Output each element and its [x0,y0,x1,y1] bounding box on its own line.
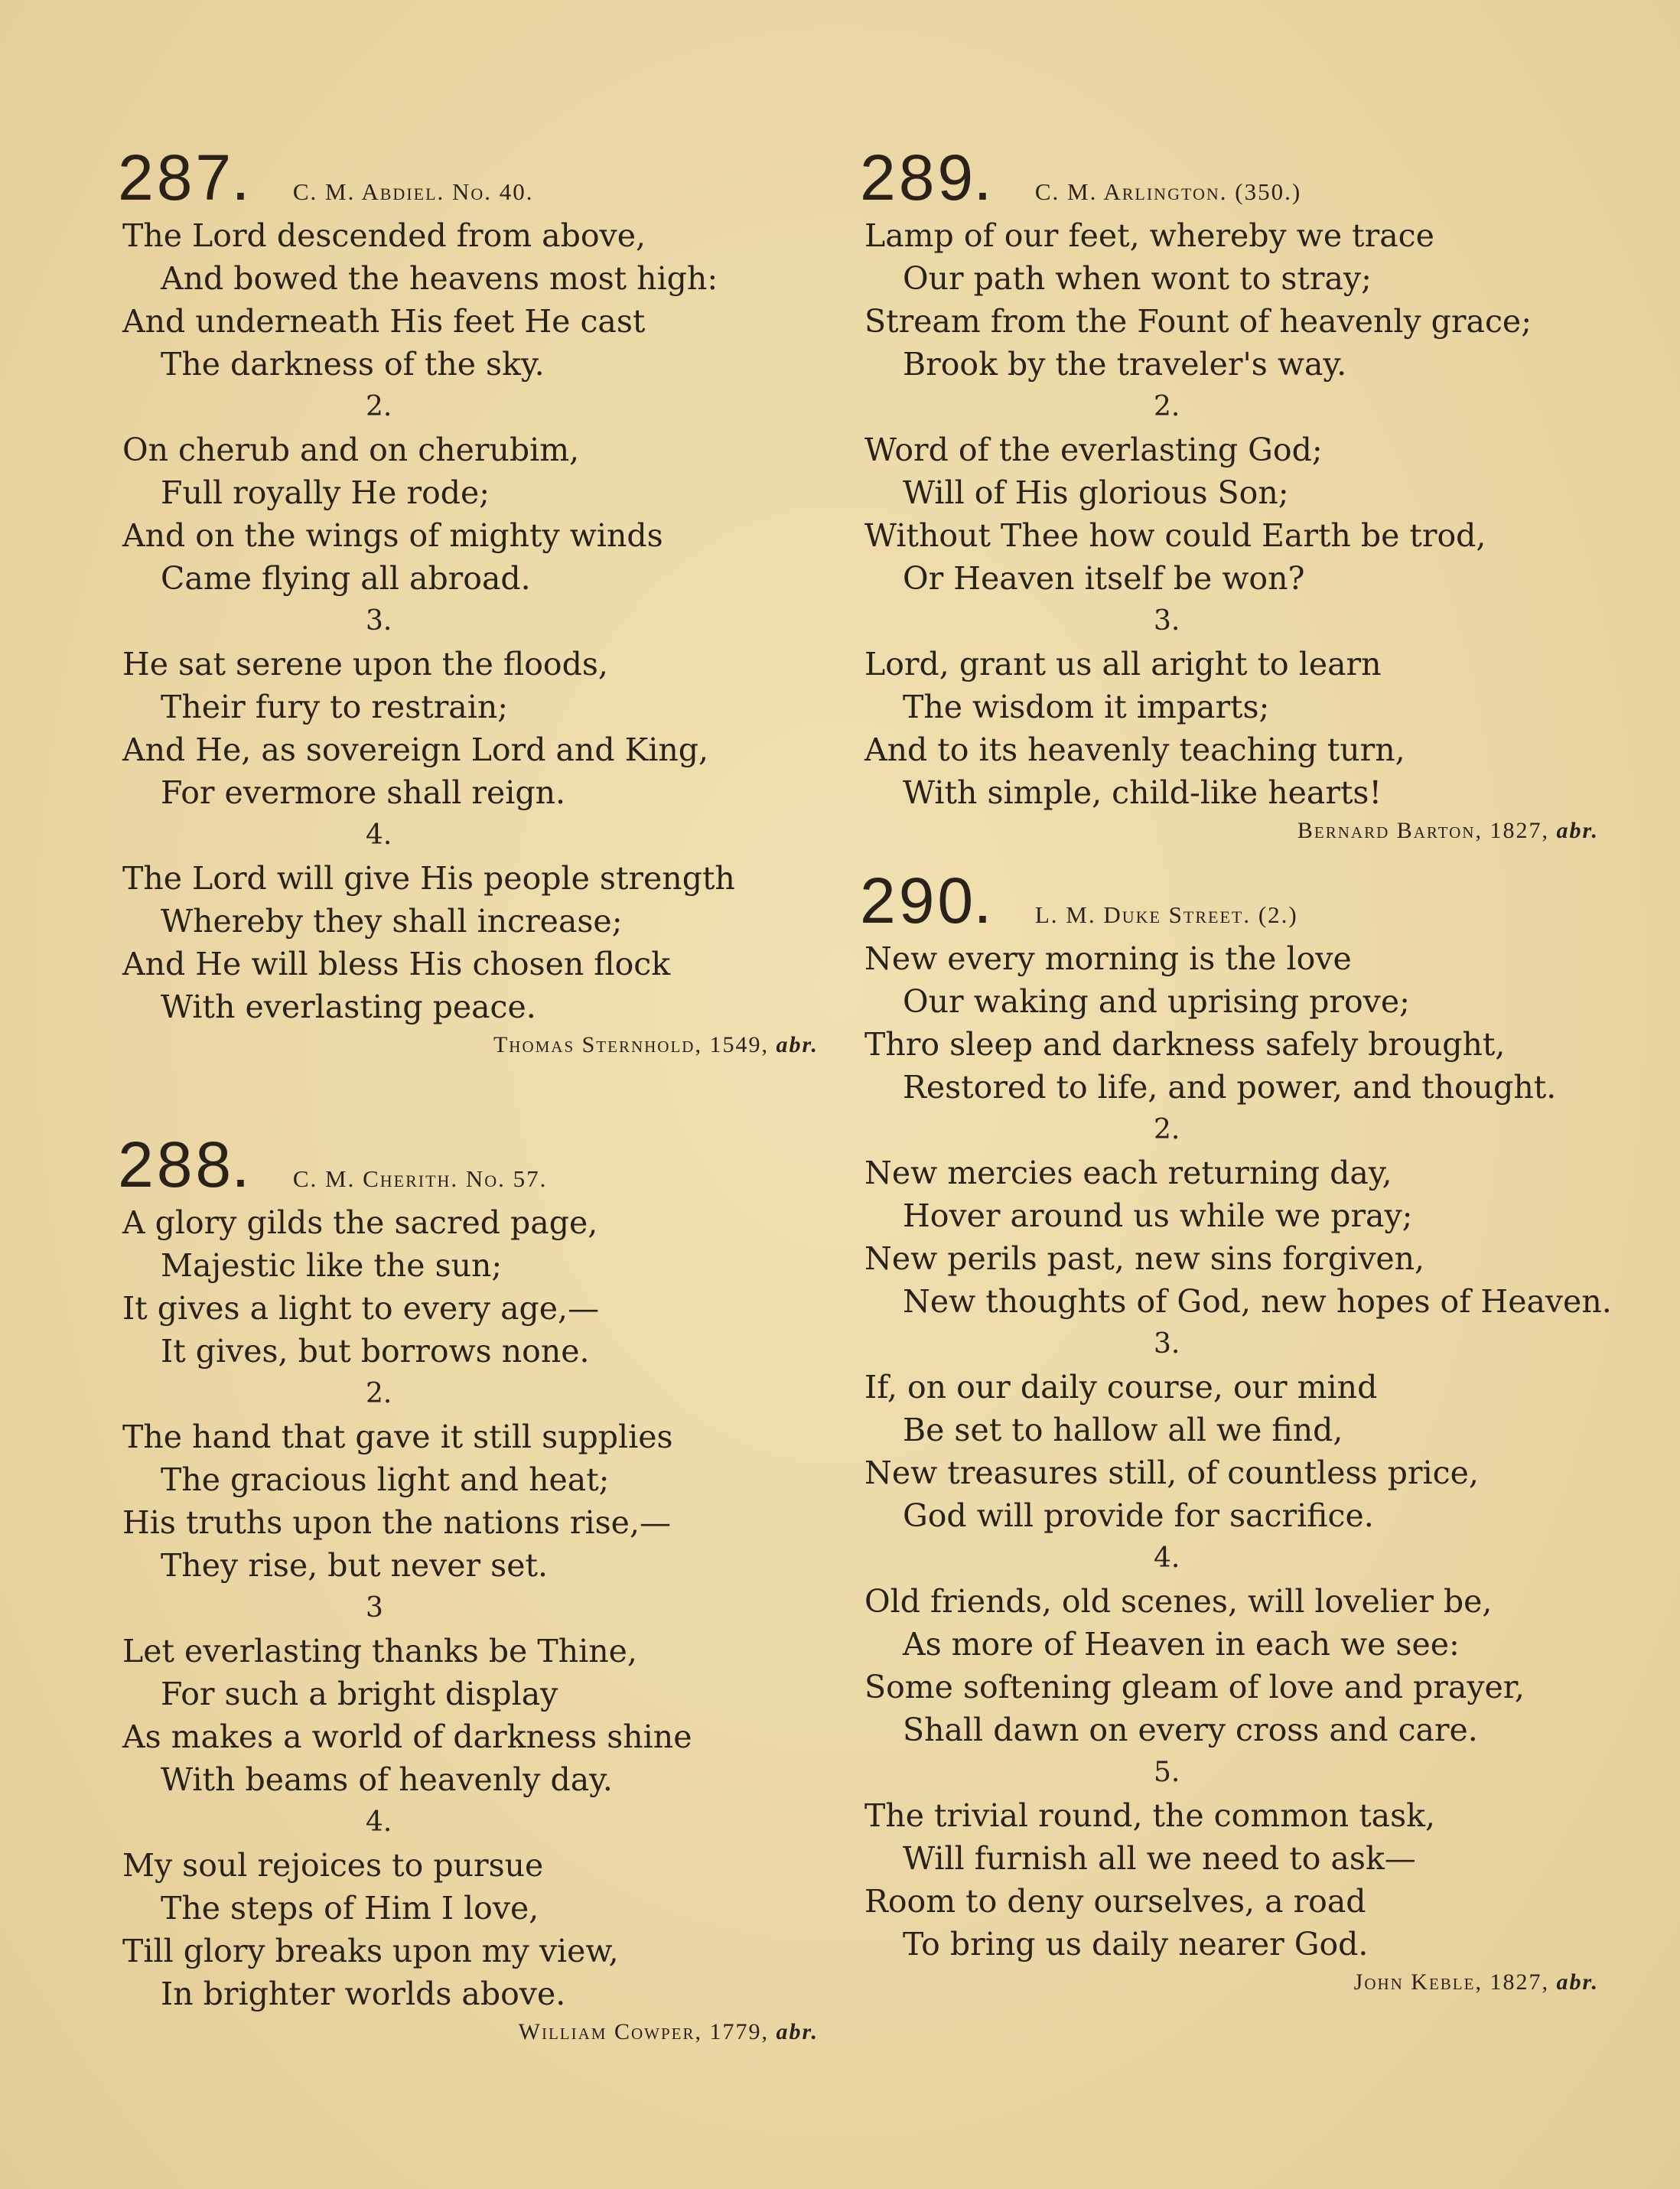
verse-line: God will provide for sacrifice. [903,1497,1374,1534]
verse-line: Be set to hallow all we find, [903,1412,1343,1448]
verse-line: New mercies each returning day, [864,1155,1392,1191]
verse-line: With beams of heavenly day. [161,1761,613,1798]
verse-line: Majestic like the sun; [161,1247,503,1284]
left-column [118,142,849,2051]
verse-line: Lamp of our feet, whereby we trace [864,217,1434,254]
hymn-meter-tune: L. M. Duke Street. (2.) [1034,901,1298,928]
verse-number: 3 [366,1592,383,1624]
verse-line: The darkness of the sky. [161,346,545,383]
verse-number: 3. [1154,1328,1180,1360]
verse-number: 2. [366,1378,392,1409]
verse-line: And He will bless His chosen flock [122,946,671,982]
verse-line: The Lord will give His people strength [122,860,735,897]
hymn-number: 288 [118,1129,235,1200]
verse-number: 2. [366,391,392,422]
verse-number: 5. [1154,1757,1180,1788]
verse-line: The wisdom it imparts; [903,689,1270,725]
verse-line: Without Thee how could Earth be trod, [864,517,1486,554]
verse-line: Restored to life, and power, and thought. [903,1069,1557,1106]
verse-line: And He, as sovereign Lord and King, [122,731,709,768]
verse-line: Stream from the Fount of heavenly grace; [864,303,1532,340]
verse-line: Will of His glorious Son; [903,474,1289,511]
verse-number: 4. [1154,1542,1180,1574]
verse-line: Will furnish all we need to ask— [903,1840,1416,1877]
abridged-mark: abr. [1556,1969,1599,1995]
attribution [864,1966,1599,1999]
verse-line: And underneath His feet He cast [122,303,646,340]
verse-line: As makes a world of darkness shine [122,1718,692,1755]
hymn-number: 290 [860,865,977,937]
hymn-meter-tune: C. M. Cherith. No. 57. [292,1165,548,1192]
verse-line: As more of Heaven in each we see: [903,1626,1460,1663]
verse-line: Shall dawn on every cross and care. [903,1712,1478,1748]
hymn-meter-tune: C. M. Abdiel. No. 40. [292,178,534,205]
verse-line: The gracious light and heat; [161,1461,610,1498]
attribution [864,814,1599,848]
verse-line: Hover around us while we pray; [903,1197,1413,1234]
verse-line: The hand that gave it still supplies [122,1419,673,1455]
verse-line: New perils past, new sins forgiven, [864,1240,1425,1277]
verse-line: For evermore shall reign. [161,774,566,811]
verse-line: With simple, child-like hearts! [903,774,1382,811]
verse-line: And bowed the heavens most high: [161,260,718,297]
verse-line: Our waking and uprising prove; [903,983,1410,1020]
verse-line: Lord, grant us all aright to learn [864,646,1382,682]
hymn-number-dot: . [234,1145,247,1197]
verse-line: The trivial round, the common task, [864,1797,1436,1834]
verse-line: In brighter worlds above. [161,1976,566,2012]
verse-line: Let everlasting thanks be Thine, [122,1633,637,1669]
author-credit: William Cowper, 1779, [518,2019,769,2044]
verse-line: New treasures still, of countless price, [864,1454,1479,1491]
verse-number: 2. [1154,391,1180,422]
verse-number: 2. [1154,1114,1180,1145]
verse-line: New every morning is the love [864,940,1352,977]
verse-line: Room to deny ourselves, a road [864,1883,1366,1920]
attribution [122,2015,819,2049]
verse-line: Full royally He rode; [161,474,490,511]
verse-line: The Lord descended from above, [122,217,646,254]
verse-line: Brook by the traveler's way. [903,346,1347,383]
verse-line: Their fury to restrain; [161,689,509,725]
abridged-mark: abr. [776,2019,819,2044]
verse-line: It gives a light to every age,— [122,1290,600,1327]
verse-line: With everlasting peace. [161,989,536,1025]
verse-line: For such a bright display [161,1676,558,1712]
verse-line: My soul rejoices to pursue [122,1847,544,1884]
verse-line: A glory gilds the sacred page, [122,1204,598,1241]
verse-line: On cherub and on cherubim, [122,432,580,468]
verse-line: Word of the everlasting God; [864,432,1323,468]
verse-line: Thro sleep and darkness safely brought, [864,1026,1506,1063]
verse-line: His truths upon the nations rise,— [122,1504,671,1541]
verse-line: And to its heavenly teaching turn, [864,731,1405,768]
verse-line: Our path when wont to stray; [903,260,1372,297]
verse-line: New thoughts of God, new hopes of Heaven. [903,1283,1612,1320]
abridged-mark: abr. [776,1032,819,1057]
hymn-header [860,865,1630,937]
verse-line: To bring us daily nearer God. [903,1926,1369,1963]
verse-line: It gives, but borrows none. [161,1333,590,1370]
verse-line: They rise, but never set. [161,1547,548,1584]
hymn-287 [118,142,849,1132]
verse-line: Or Heaven itself be won? [903,560,1305,597]
hymn-289 [860,142,1630,868]
hymn-header [118,142,849,214]
hymn-header [860,142,1630,214]
verse-line: The steps of Him I love, [161,1890,539,1927]
verse-number: 3. [1154,605,1180,637]
verse-number: 4. [366,1806,392,1838]
verse-line: Till glory breaks upon my view, [122,1933,619,1969]
verse-line: If, on our daily course, our mind [864,1369,1378,1406]
abridged-mark: abr. [1556,818,1599,843]
verse-line: Came flying all abroad. [161,560,531,597]
verse-number: 4. [366,819,392,851]
verse-line: Whereby they shall increase; [161,903,623,940]
verse-line: Some softening gleam of love and prayer, [864,1669,1525,1705]
verse-line: And on the wings of mighty winds [122,517,663,554]
hymn-number: 289 [860,142,977,213]
attribution [122,1028,819,1062]
hymn-number-dot: . [234,158,247,210]
right-column [860,142,1630,2016]
hymn-header [118,1129,849,1201]
hymn-meter-tune: C. M. Arlington. (350.) [1034,178,1302,205]
verse-number: 3. [366,605,392,637]
verse-line: Old friends, old scenes, will lovelier be, [864,1583,1493,1620]
hymn-number: 287 [118,142,235,213]
author-credit: John Keble, 1827, [1353,1969,1549,1995]
hymn-number-dot: . [976,881,989,933]
author-credit: Thomas Sternhold, 1549, [493,1032,769,1057]
author-credit: Bernard Barton, 1827, [1297,818,1549,843]
hymn-288 [118,1129,849,2051]
hymn-290 [860,865,1630,2016]
hymn-number-dot: . [976,158,989,210]
verse-line: He sat serene upon the floods, [122,646,608,682]
